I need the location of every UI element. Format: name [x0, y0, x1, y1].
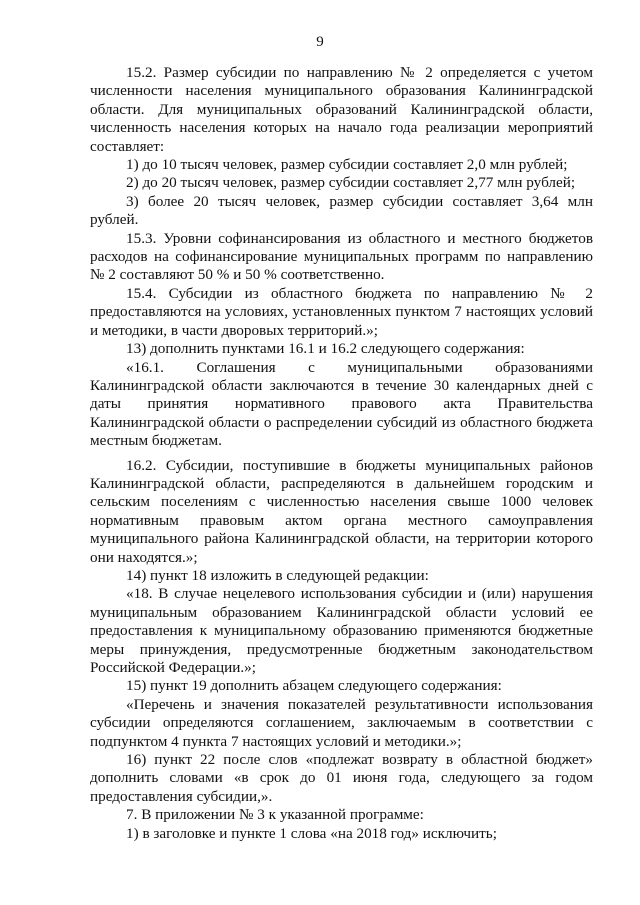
paragraph-15-2: 15.2. Размер субсидии по направлению № 2 определяется с учетом численности населения муниципального образования Калининградской области. Для муниципальных образований Калининградской области, численность населения которых на начало года реализации мероприятий составляет: [90, 64, 593, 155]
paragraph-15-3: 15.3. Уровни софинансирования из областного и местного бюджетов расходов на софинансирование муниципальных программ по направлению № 2 составляют 50 % и 50 % соответственно. [90, 229, 593, 284]
paragraph-item-1: 1) до 10 тысяч человек, размер субсидии составляет 2,0 млн рублей; [126, 156, 568, 174]
paragraph-15-4: 15.4. Субсидии из областного бюджета по направлению № 2 предоставляются на условиях, установленных пунктом 7 настоящих условий и методики, в части дворовых территорий.»; [90, 284, 593, 339]
paragraph-18: «18. В случае нецелевого использования субсидии и (или) нарушения муниципальным образованием Калининградской области условий ее предоставления к муниципальному образованию применяются бюджетные меры принуждения, предусмотренные бюджетным законодательством Российской Федерации.»; [90, 585, 593, 676]
paragraph-19-addition: «Перечень и значения показателей результативности использования субсидии определяются соглашением, заключаемым в соответствии с подпунктом 4 пункта 7 настоящих условий и методики.»; [90, 695, 593, 750]
paragraph-16-1: «16.1. Соглашения с муниципальными образованиями Калининградской области заключаются в течение 30 календарных дней с даты принятия нормативного правового акта Правительства Калининградской области о распределении субсидий из областного бюджета местным бюджетам. [90, 358, 593, 450]
paragraph-amendment-13: 13) дополнить пунктами 16.1 и 16.2 следующего содержания: [126, 340, 525, 358]
paragraph-item-3: 3) более 20 тысяч человек, размер субсидии составляет 3,64 млн рублей. [90, 192, 593, 229]
document-body [90, 64, 593, 843]
paragraph-section-7: 7. В приложении № 3 к указанной программе: [126, 806, 424, 824]
paragraph-amendment-16: 16) пункт 22 после слов «подлежат возврату в областной бюджет» дополнить словами «в срок до 01 июня года, следующего за годом предоставления субсидии,». [90, 751, 593, 805]
paragraph-amendment-15: 15) пункт 19 дополнить абзацем следующего содержания: [126, 677, 502, 695]
paragraph-16-2: 16.2. Субсидии, поступившие в бюджеты муниципальных районов Калининградской области, распределяются в дальнейшем городским и сельским поселениям с численностью населения свыше 1000 человек нормативным правовым актом органа местного самоуправления муниципального района Калининградской области, на территории которого они находятся.»; [90, 456, 593, 566]
paragraph-item-2: 2) до 20 тысяч человек, размер субсидии составляет 2,77 млн рублей; [126, 174, 576, 192]
page-number: 9 [316, 34, 324, 50]
paragraph-amendment-14: 14) пункт 18 изложить в следующей редакции: [126, 566, 429, 584]
paragraph-section-7-item-1: 1) в заголовке и пункте 1 слова «на 2018 год» исключить; [126, 824, 497, 842]
